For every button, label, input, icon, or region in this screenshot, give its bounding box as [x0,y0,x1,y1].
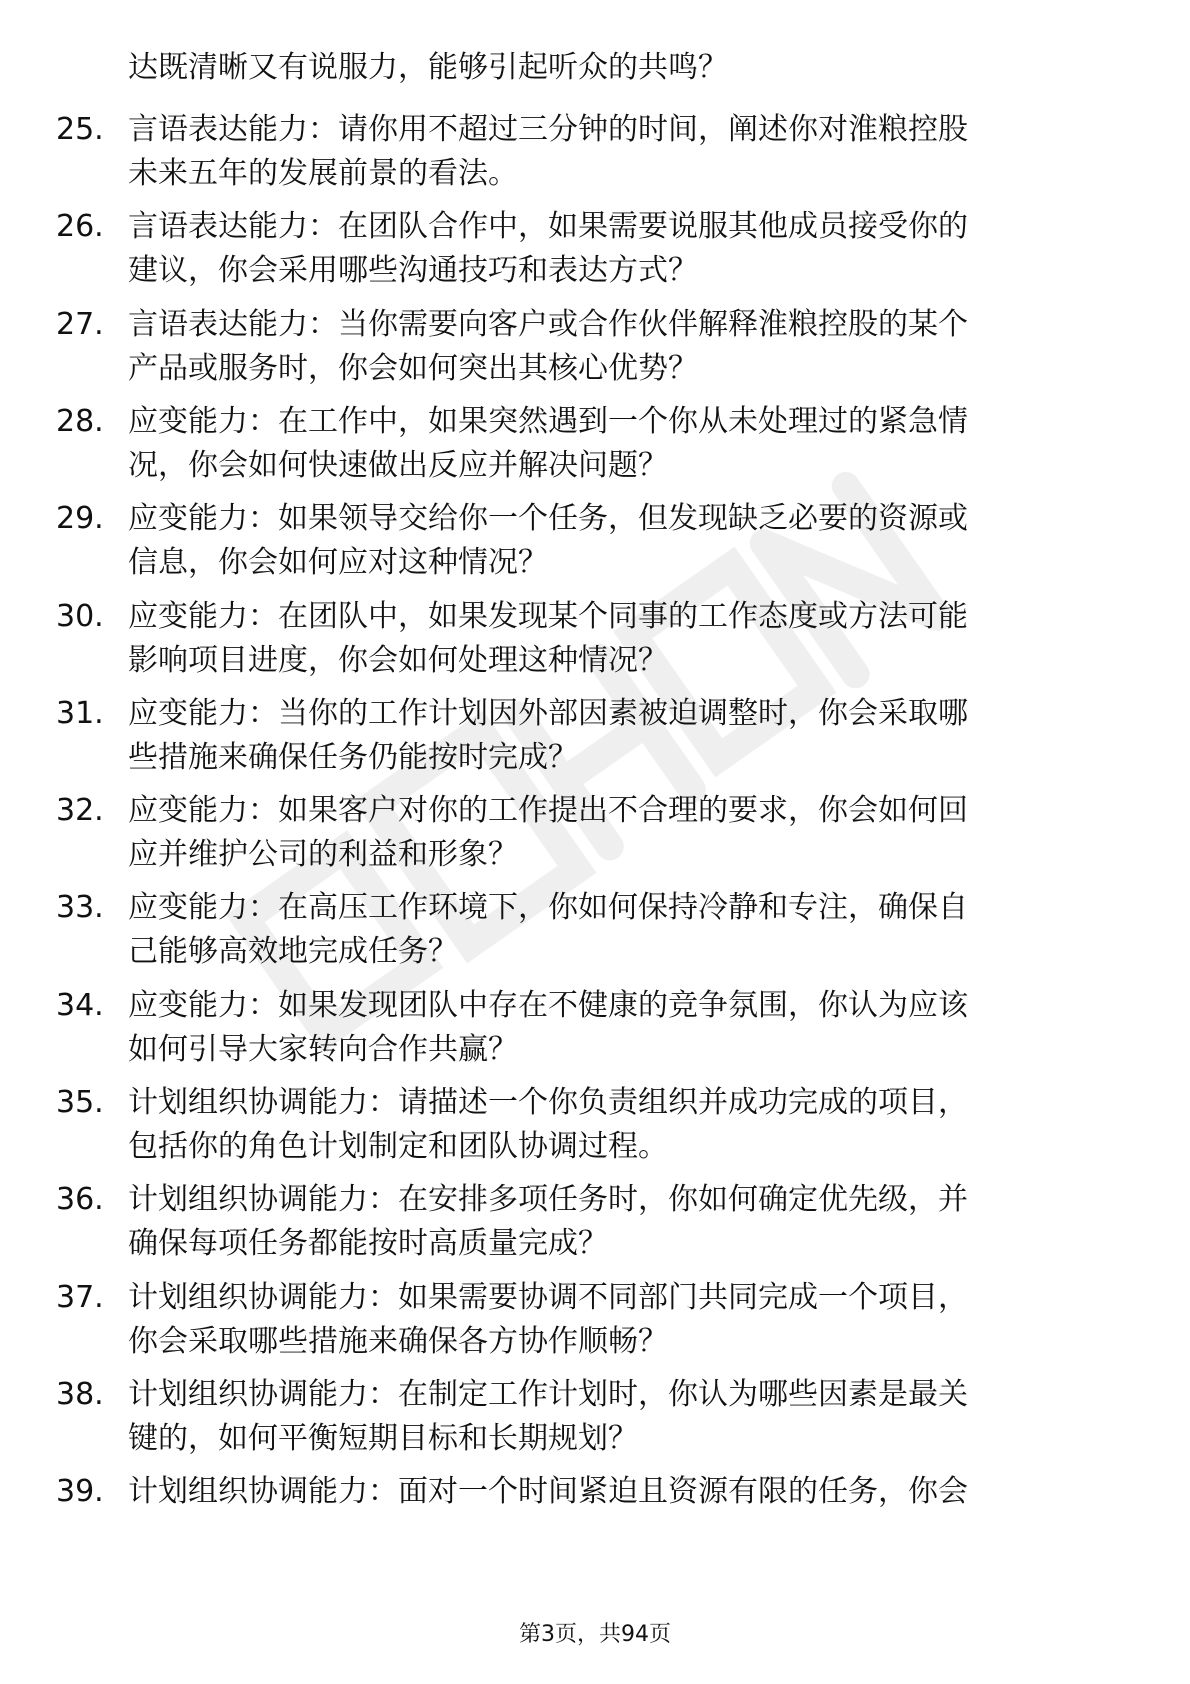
question-line: 些措施来确保任务仍能按时完成？ [128,739,578,775]
question-line: 影响项目进度，你会如何处理这种情况？ [128,642,668,678]
question-text [128,1373,1128,1461]
question-text [128,1276,1128,1364]
question-line: 应变能力：如果客户对你的工作提出不合理的要求，你会如何回 [128,793,968,829]
question-number: 30. [56,598,104,634]
question-text [128,108,1128,196]
question-number: 36. [56,1182,104,1218]
question-number: 28. [56,403,104,439]
question-text [128,205,1128,293]
question-text [128,984,1128,1072]
question-line: 键的，如何平衡短期目标和长期规划？ [128,1420,638,1456]
question-line: 应变能力：当你的工作计划因外部因素被迫调整时，你会采取哪 [128,695,968,731]
question-line: 包括你的角色计划制定和团队协调过程。 [128,1129,668,1164]
question-number: 26. [56,209,104,245]
question-line: 应变能力：如果领导交给你一个任务，但发现缺乏必要的资源或 [128,501,968,537]
question-text [128,595,1128,683]
question-line: 应变能力：在高压工作环境下，你如何保持冷静和专注，确保自 [128,890,968,926]
question-number: 27. [56,306,104,342]
question-line: 确保每项任务都能按时高质量完成？ [128,1226,608,1262]
question-line: 计划组织协调能力：在安排多项任务时，你如何确定优先级，并 [128,1182,968,1218]
question-line: 你会采取哪些措施来确保各方协作顺畅？ [128,1323,668,1359]
continuation-text: 达既清晰又有说服力，能够引起听众的共鸣？ [128,50,728,85]
question-line: 信息，你会如何应对这种情况？ [128,545,548,581]
question-line: 建议，你会采用哪些沟通技巧和表达方式？ [128,253,698,289]
question-number: 31. [56,695,104,731]
page-footer: 第3页，共94页 [519,1622,671,1647]
question-line: 言语表达能力：请你用不超过三分钟的时间，阐述你对淮粮控股 [128,112,968,147]
question-text [128,400,1128,488]
question-number: 29. [56,501,104,537]
question-text [128,1470,1128,1514]
question-text [128,789,1128,877]
question-line: 产品或服务时，你会如何突出其核心优势？ [128,350,698,386]
question-text [128,497,1128,585]
question-number: 33. [56,890,104,926]
question-text [128,692,1128,780]
question-line: 未来五年的发展前景的看法。 [128,156,518,191]
question-number: 25. [56,112,104,147]
question-number: 34. [56,987,104,1023]
question-number: 35. [56,1085,104,1120]
question-line: 计划组织协调能力：请描述一个你负责组织并成功完成的项目， [128,1085,968,1120]
question-line: 言语表达能力：在团队合作中，如果需要说服其他成员接受你的 [128,209,968,245]
question-number: 38. [56,1376,104,1412]
question-line: 如何引导大家转向合作共赢？ [128,1031,518,1067]
question-line: 应变能力：在工作中，如果突然遇到一个你从未处理过的紧急情 [128,403,968,439]
question-line: 计划组织协调能力：如果需要协调不同部门共同完成一个项目， [128,1279,968,1315]
question-line: 计划组织协调能力：面对一个时间紧迫且资源有限的任务，你会 [128,1474,968,1510]
question-line: 计划组织协调能力：在制定工作计划时，你认为哪些因素是最关 [128,1376,968,1412]
question-number: 37. [56,1279,104,1315]
question-line: 况，你会如何快速做出反应并解决问题？ [128,447,668,483]
question-line: 应并维护公司的利益和形象？ [128,837,518,873]
question-text [128,1178,1128,1266]
question-line: 言语表达能力：当你需要向客户或合作伙伴解释淮粮控股的某个 [128,306,968,342]
question-text [128,303,1128,391]
question-text [128,886,1128,974]
question-number: 39. [56,1474,104,1510]
question-number: 32. [56,793,104,829]
question-line: 应变能力：如果发现团队中存在不健康的竞争氛围，你认为应该 [128,987,968,1023]
question-text [128,1081,1128,1169]
question-line: 应变能力：在团队中，如果发现某个同事的工作态度或方法可能 [128,598,968,634]
question-line: 己能够高效地完成任务？ [128,934,458,970]
